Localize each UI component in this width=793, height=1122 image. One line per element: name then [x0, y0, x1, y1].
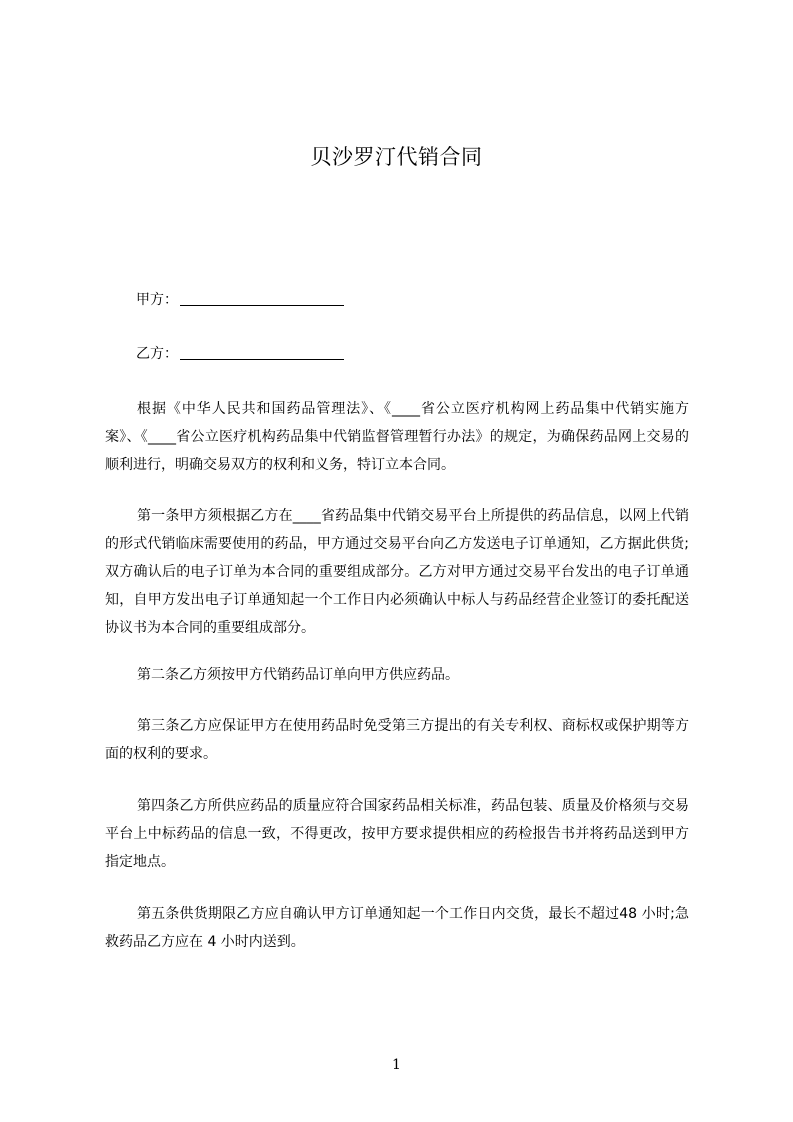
article-2-paragraph: 第二条乙方须按甲方代销药品订单向甲方供应药品。: [137, 667, 459, 683]
party-b-line: [136, 343, 344, 365]
party-b-label: 乙方：: [136, 346, 178, 362]
preamble-paragraph: 根据《中华人民共和国药品管理法》、《____省公立医疗机构网上药品集中代销实施方案》、《____省公立医疗机构药品集中代销监督管理暂行办法》的规定，为确保药品网上交易的顺利进行，明确交易双方的权利和义务，特订立本合同。: [105, 401, 689, 473]
article-1-paragraph: 第一条甲方须根据乙方在____省药品集中代销交易平台上所提供的药品信息，以网上代销的形式代销临床需要使用的药品，甲方通过交易平台向乙方发送电子订单通知，乙方据此供货;双方确认后的电子订单为本合同的重要组成部分。乙方对甲方通过交易平台发出的电子订单通知，自甲方发出电子订单通知起一个工作日内必须确认中标人与药品经营企业签订的委托配送协议书为本合同的重要组成部分。: [105, 508, 689, 636]
party-a-blank: [180, 291, 344, 306]
contract-title: 贝沙罗汀代销合同: [310, 145, 483, 169]
party-a-line: [136, 289, 344, 311]
party-a-label: 甲方：: [136, 292, 178, 308]
page-number: 1: [392, 1057, 401, 1073]
article-5-paragraph: 第五条供货期限乙方应自确认甲方订单通知起一个工作日内交货，最长不超过48 小时;急救药品乙方应在 4 小时内送到。: [105, 906, 689, 950]
article-3-paragraph: 第三条乙方应保证甲方在使用药品时免受第三方提出的有关专利权、商标权或保护期等方面的权利的要求。: [105, 718, 689, 762]
article-4-paragraph: 第四条乙方所供应药品的质量应符合国家药品相关标准，药品包装、质量及价格须与交易平台上中标药品的信息一致，不得更改，按甲方要求提供相应的药检报告书并将药品送到甲方指定地点。: [105, 798, 689, 870]
party-b-blank: [180, 345, 344, 360]
